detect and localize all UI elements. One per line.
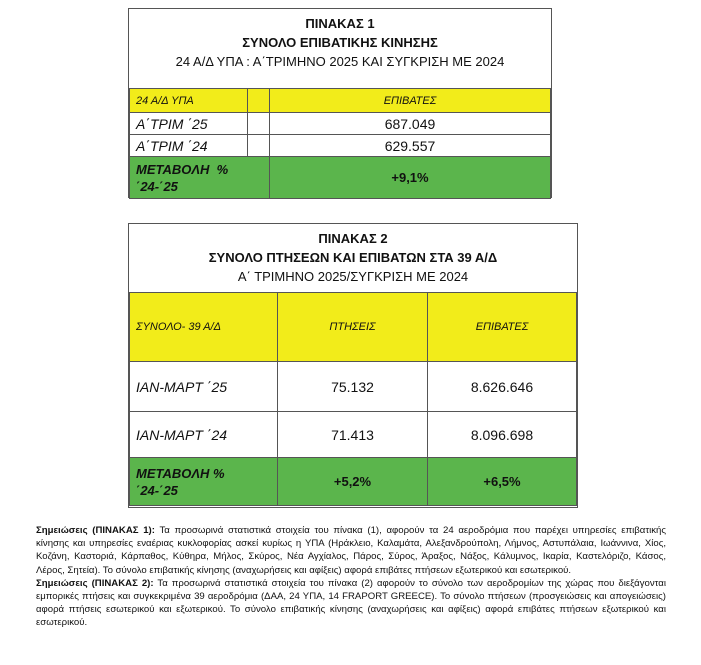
change-label [130,458,278,506]
row-passengers: 8.626.646 [428,362,577,412]
row-flights: 71.413 [278,412,428,458]
row-passengers: 8.096.698 [428,412,577,458]
table-2-subtitle: ΣΥΝΟΛΟ ΠΤΗΣΕΩΝ ΚΑΙ ΕΠΙΒΑΤΩΝ ΣΤΑ 39 Α/Δ [208,250,498,265]
change-label-line-1: ΜΕΤΑΒΟΛΗ % [136,161,229,177]
row-passengers: 629.557 [270,135,551,157]
table-row [130,412,577,458]
col-header-airports: 24 Α/Δ ΥΠΑ [130,89,248,113]
table-row-change [130,458,577,506]
table-row [130,293,577,362]
table-row [130,135,551,157]
table-row [130,113,551,135]
note-2-heading: Σημειώσεις (ΠΙΝΑΚΑΣ 2): [36,577,154,589]
note-2-text: Τα προσωρινά στατιστικά στοιχεία του πίνακα (2) αφορούν το σύνολο των αεροδρομίων της χώρας που διεξάγονται εμπορικές πτήσεις και συγκεκριμένα 39 αεροδρόμια (ΔΑΑ, 24 ΥΠΑ, 14 FRAPORT GREECE). Το σύνολο πτήσεων (προσγειώσεις και απογειώσεις) αφορά πτήσεις εσωτερικού και εξωτερικού. Το σύνολο επιβατικής κίνησης (αναχωρήσεις και αφίξεις) αφορά επιβάτες πτήσεων εξωτερικού και εσωτερικού. [36,577,666,629]
table-1-subtitle: ΣΥΝΟΛΟ ΕΠΙΒΑΤΙΚΗΣ ΚΙΝΗΣΗΣ [242,35,438,50]
col-spacer [248,89,270,113]
notes [36,524,666,630]
table-2-header [129,224,577,292]
note-1-heading: Σημειώσεις (ΠΙΝΑΚΑΣ 1): [36,525,155,536]
change-label [130,157,270,199]
row-label: Α΄ΤΡΙΜ ΄24 [130,135,248,157]
change-passengers: +6,5% [428,458,577,506]
table-2-title: ΠΙΝΑΚΑΣ 2 [318,231,388,246]
col-header-passengers: ΕΠΙΒΑΤΕΣ [270,89,551,113]
note-1-text: Τα προσωρινά στατιστικά στοιχεία του πίνακα (1), αφορούν τα 24 αεροδρόμια που παρέχει υπηρεσίες επιβατικής κίνησης και υπηρεσίες εναέριας κυκλοφορίας ασκεί κυρίως η ΥΠΑ (Ηράκλειο, Καλαμάτα, Αλεξανδρούπολη, Λήμνος, Αστυπάλαια, Ιωάννινα, Χίος, Κοζάνη, Καστοριά, Κάρπαθος, Κύθηρα, Μήλος, Σκύρος, Νέα Αγχίαλος, Πάρος, Σύρος, Άραξος, Νάξος, Κάλυμνος, Ικαρία, Καστελόριζο, Κάσος, Λέρος, Σητεία). Το σύνολο επιβατικής κίνησης (αναχωρήσεις και αφίξεις) αφορά επιβάτες πτήσεων εξωτερικού και εσωτερικού. [36,525,667,576]
table-1-grid [129,88,551,199]
row-label: ΙΑΝ-ΜΑΡΤ ΄24 [130,412,278,458]
table-1-title: ΠΙΝΑΚΑΣ 1 [305,16,375,31]
row-label: Α΄ΤΡΙΜ ΄25 [130,113,248,135]
row-flights: 75.132 [278,362,428,412]
change-flights: +5,2% [278,458,428,506]
row-passengers: 687.049 [270,113,551,135]
row-spacer [248,113,270,135]
table-1-period: 24 Α/Δ ΥΠΑ : Α΄ΤΡΙΜΗΝΟ 2025 ΚΑΙ ΣΥΓΚΡΙΣΗ ΜΕ 2024 [175,54,505,69]
change-label-line-2: ΄24-΄25 [136,178,178,194]
table-2 [128,223,578,508]
col-header-passengers: ΕΠΙΒΑΤΕΣ [428,293,577,362]
change-label-line-2: ΄24-΄25 [136,482,178,498]
col-header-total: ΣΥΝΟΛΟ- 39 Α/Δ [130,293,278,362]
col-header-flights: ΠΤΗΣΕΙΣ [278,293,428,362]
change-label-line-1: ΜΕΤΑΒΟΛΗ % [136,465,225,481]
row-label: ΙΑΝ-ΜΑΡΤ ΄25 [130,362,278,412]
table-1 [128,8,552,198]
row-spacer [248,135,270,157]
note-table-1 [36,524,666,577]
table-2-period: Α΄ ΤΡΙΜΗΝΟ 2025/ΣΥΓΚΡΙΣΗ ΜΕ 2024 [237,269,469,284]
table-row [130,89,551,113]
table-1-header [129,9,551,88]
note-table-2 [36,577,666,630]
change-passengers: +9,1% [270,157,551,199]
table-2-grid [129,292,577,506]
table-row-change [130,157,551,199]
table-row [130,362,577,412]
